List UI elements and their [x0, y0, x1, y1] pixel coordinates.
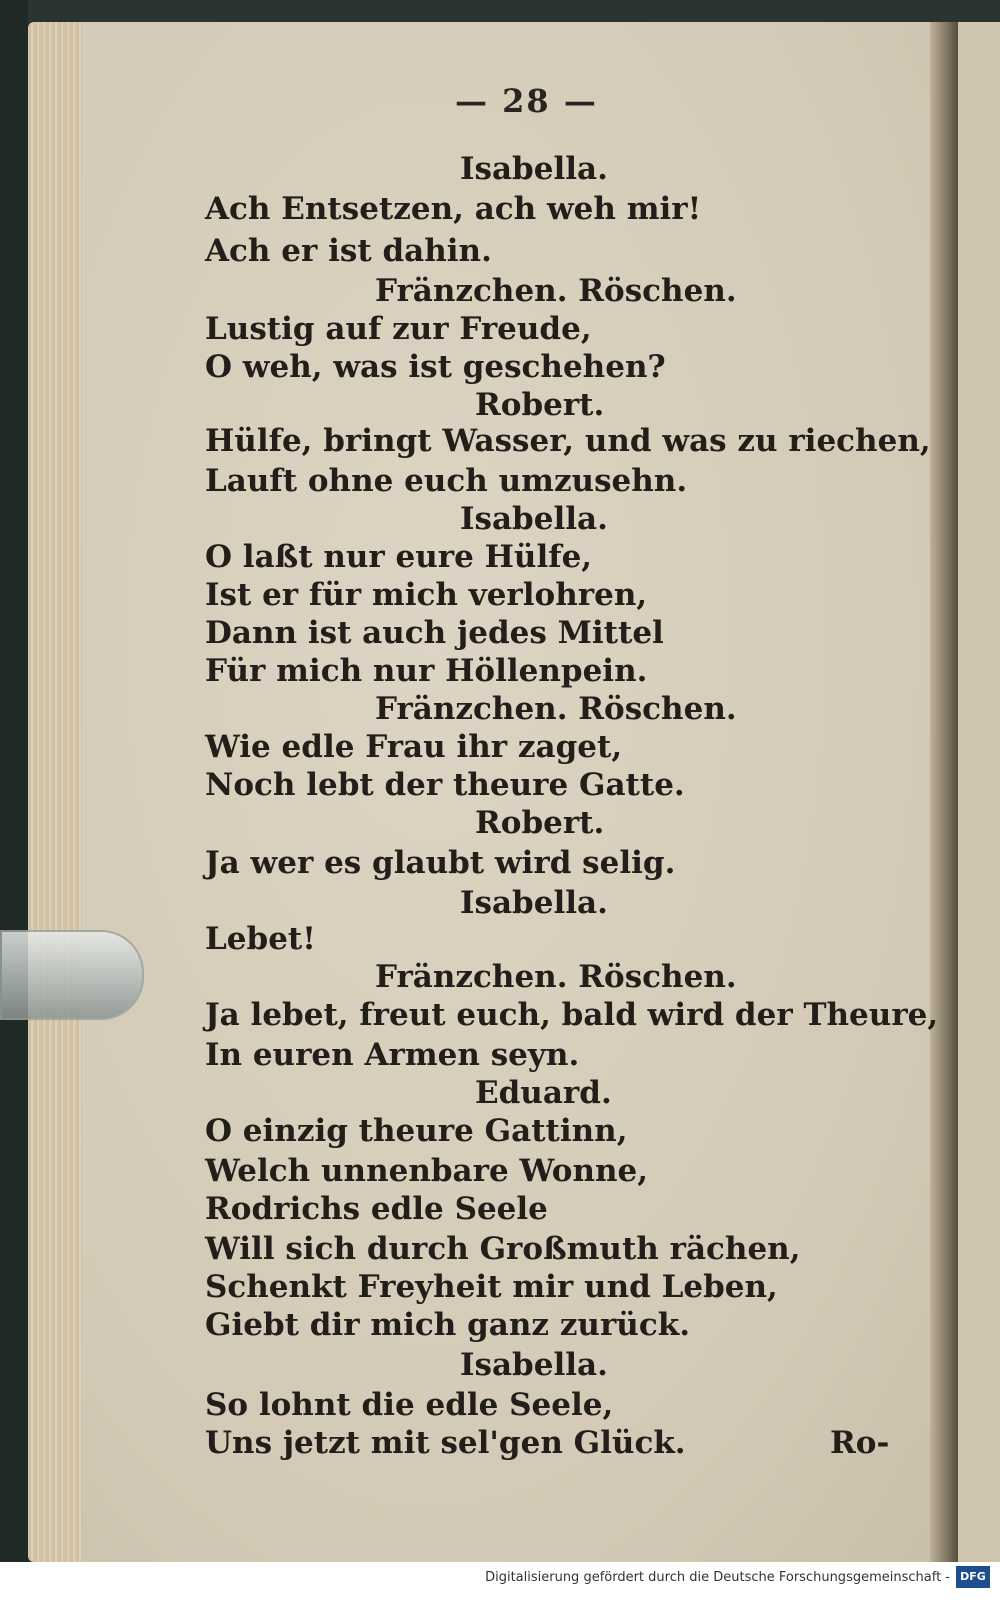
book-gutter [930, 22, 960, 1562]
speaker-name: Isabella. [460, 885, 608, 921]
verse-line: Noch lebt der theure Gatte. [205, 767, 685, 803]
page-clip [0, 930, 144, 1020]
speaker-name: Fränzchen. Röschen. [375, 691, 737, 727]
verse-line: Ja wer es glaubt wird selig. [205, 845, 676, 881]
speaker-name: Eduard. [475, 1075, 612, 1111]
speaker-name: Robert. [475, 387, 605, 423]
speaker-name: Robert. [475, 805, 605, 841]
verse-line: Will sich durch Großmuth rächen, [205, 1231, 801, 1267]
background-edge [0, 0, 28, 1615]
verse-line: Schenkt Freyheit mir und Leben, [205, 1269, 778, 1305]
verse-line: Für mich nur Höllenpein. [205, 653, 648, 689]
verse-line: Ach er ist dahin. [205, 233, 492, 269]
verse-line: O einzig theure Gattinn, [205, 1113, 628, 1149]
verse-line: O weh, was ist geschehen? [205, 349, 666, 385]
verse-line: In euren Armen seyn. [205, 1037, 580, 1073]
verse-line: Ach Entsetzen, ach weh mir! [205, 191, 702, 227]
verse-line: Rodrichs edle Seele [205, 1191, 548, 1227]
verse-line: Giebt dir mich ganz zurück. [205, 1307, 690, 1343]
verse-line: Dann ist auch jedes Mittel [205, 615, 664, 651]
verse-line: Ist er für mich verlohren, [205, 577, 648, 613]
verse-line: Wie edle Frau ihr zaget, [205, 729, 623, 765]
speaker-name: Isabella. [460, 151, 608, 187]
verse-line: Hülfe, bringt Wasser, und was zu riechen, [205, 423, 931, 459]
dfg-logo-icon: DFG [956, 1566, 990, 1588]
footer-bar [0, 1562, 1000, 1615]
speaker-name: Isabella. [460, 501, 608, 537]
verse-line: Welch unnenbare Wonne, [205, 1153, 649, 1189]
verse-line: Lauft ohne euch umzusehn. [205, 463, 688, 499]
verse-line: So lohnt die edle Seele, [205, 1387, 614, 1423]
catchword: Ro- [830, 1425, 890, 1461]
speaker-name: Isabella. [460, 1347, 608, 1383]
verse-line: Uns jetzt mit sel'gen Glück. [205, 1425, 686, 1461]
speaker-name: Fränzchen. Röschen. [375, 273, 737, 309]
speaker-name: Fränzchen. Röschen. [375, 959, 737, 995]
verse-line: O laßt nur eure Hülfe, [205, 539, 593, 575]
verse-line: Lebet! [205, 921, 316, 957]
facing-page-edge [958, 22, 1000, 1562]
verse-line: Lustig auf zur Freude, [205, 311, 592, 347]
verse-line: Ja lebet, freut euch, bald wird der Theure, [205, 997, 939, 1033]
page-number: — 28 — [455, 82, 598, 120]
footer-credit: Digitalisierung gefördert durch die Deutsche Forschungsgemeinschaft - [485, 1570, 950, 1585]
